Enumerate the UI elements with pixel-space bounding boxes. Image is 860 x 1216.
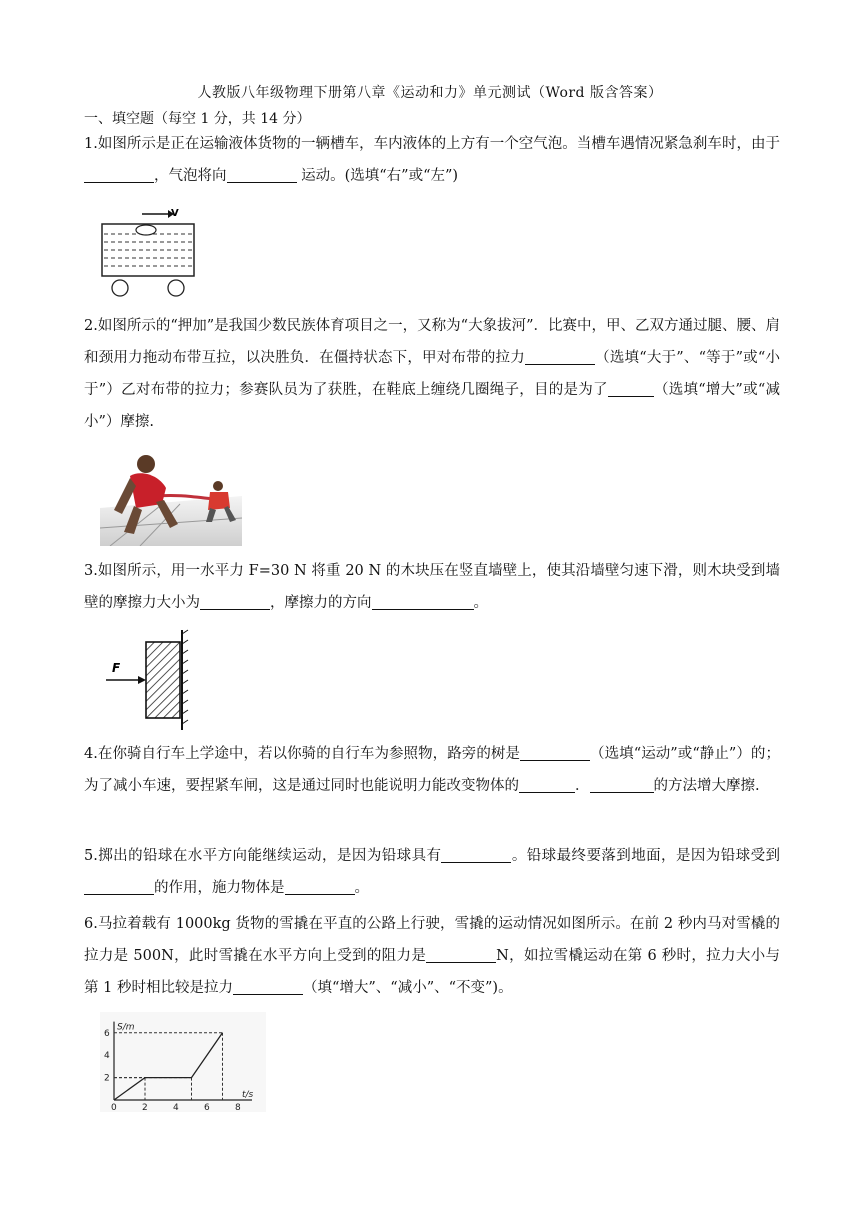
question-3-text-b: ，摩擦力的方向 <box>270 595 372 611</box>
answer-blank[interactable] <box>233 978 303 995</box>
question-4-text-c: ． <box>575 778 590 794</box>
answer-blank[interactable] <box>608 380 654 397</box>
question-2-text-c: （选填“增大”或“减小”）摩擦. <box>84 382 780 430</box>
y-tick-label: 4 <box>104 1051 110 1062</box>
velocity-label: V <box>171 208 179 219</box>
question-1-text-b: ，气泡将向 <box>154 168 227 184</box>
answer-blank[interactable] <box>426 946 496 963</box>
y-axis-label: S/m <box>117 1022 135 1033</box>
question-3 <box>84 555 780 619</box>
question-1-text-c: 运动。(选填“右”或“左”) <box>296 168 459 184</box>
answer-blank[interactable] <box>84 166 154 183</box>
answer-blank[interactable] <box>520 744 590 761</box>
force-label: F <box>112 661 121 675</box>
y-tick-label: 2 <box>104 1073 110 1084</box>
question-5-text-a: 5.掷出的铅球在水平方向能继续运动，是因为铅球具有 <box>84 848 442 864</box>
tank-truck-figure <box>98 204 202 300</box>
answer-blank[interactable] <box>84 878 154 895</box>
question-5-text-b: 。铅球最终要落到地面，是因为铅球受到 <box>511 848 780 864</box>
x-tick-label: 0 <box>111 1103 117 1112</box>
section-heading: 一、填空题（每空 1 分，共 14 分） <box>84 111 311 127</box>
question-6-text-b: N，如拉雪橇运动在第 6 秒时，拉力大小与第 1 秒时相比较是拉力 <box>84 948 780 996</box>
question-5 <box>84 840 780 904</box>
yajia-tug-of-war-photo <box>100 448 242 546</box>
answer-blank[interactable] <box>519 776 575 793</box>
question-5-text-d: 。 <box>354 880 369 896</box>
block-against-wall-figure <box>100 628 192 732</box>
s-t-graph <box>100 1012 266 1112</box>
x-axis-label: t/s <box>242 1090 254 1100</box>
answer-blank[interactable] <box>227 166 297 183</box>
x-tick-label: 4 <box>173 1103 179 1112</box>
page-title: 人教版八年级物理下册第八章《运动和力》单元测试（Word 版含答案） <box>197 85 663 101</box>
question-4 <box>84 738 780 802</box>
question-2-text-a: 2.如图所示的“押加”是我国少数民族体育项目之一，又称为“大象拔河”．比赛中，甲、乙双方通过腿、腰、肩和颈用力拖动布带互拉，以决胜负．在僵持状态下，甲对布带的拉力 <box>84 318 780 366</box>
question-2 <box>84 310 780 438</box>
question-4-text-d: 的方法增大摩擦. <box>653 778 760 794</box>
question-6-text-a: 6.马拉着载有 1000kg 货物的雪撬在平直的公路上行驶，雪撬的运动情况如图所示。在前 2 秒内马对雪橇的拉力是 500N，此时雪撬在水平方向上受到的阻力是 <box>84 916 780 964</box>
question-1-text-a: 1.如图所示是正在运输液体货物的一辆槽车，车内液体的上方有一个空气泡。当槽车遇情况紧急刹车时，由于 <box>84 136 780 152</box>
answer-blank[interactable] <box>285 878 355 895</box>
question-6 <box>84 908 780 1004</box>
question-6-text-c: （填“增大”、“减小”、“不变”)。 <box>302 980 513 996</box>
question-2-text-b: （选填“大于”、“等于”或“小于”）乙对布带的拉力；参赛队员为了获胜，在鞋底上缠绕几圈绳子，目的是为了 <box>84 350 780 398</box>
answer-blank[interactable] <box>441 846 511 863</box>
question-4-text-a: 4.在你骑自行车上学途中，若以你骑的自行车为参照物，路旁的树是 <box>84 746 520 762</box>
question-3-text-c: 。 <box>473 595 488 611</box>
x-tick-label: 8 <box>235 1103 241 1112</box>
answer-blank[interactable] <box>372 593 474 610</box>
question-1 <box>84 128 780 192</box>
question-3-text-a: 3.如图所示，用一水平力 F=30 N 将重 20 N 的木块压在竖直墙壁上，使其沿墙壁匀速下滑，则木块受到墙壁的摩擦力大小为 <box>84 563 780 611</box>
answer-blank[interactable] <box>200 593 270 610</box>
y-tick-label: 6 <box>104 1028 110 1039</box>
answer-blank[interactable] <box>525 348 595 365</box>
question-5-text-c: 的作用，施力物体是 <box>154 880 285 896</box>
x-tick-label: 2 <box>142 1103 148 1112</box>
question-4-text-b: （选填“运动”或“静止”）的；为了减小车速，要捏紧车闸，这是通过同时也能说明力能改变物体的 <box>84 746 780 794</box>
x-tick-label: 6 <box>204 1103 210 1112</box>
answer-blank[interactable] <box>590 776 654 793</box>
